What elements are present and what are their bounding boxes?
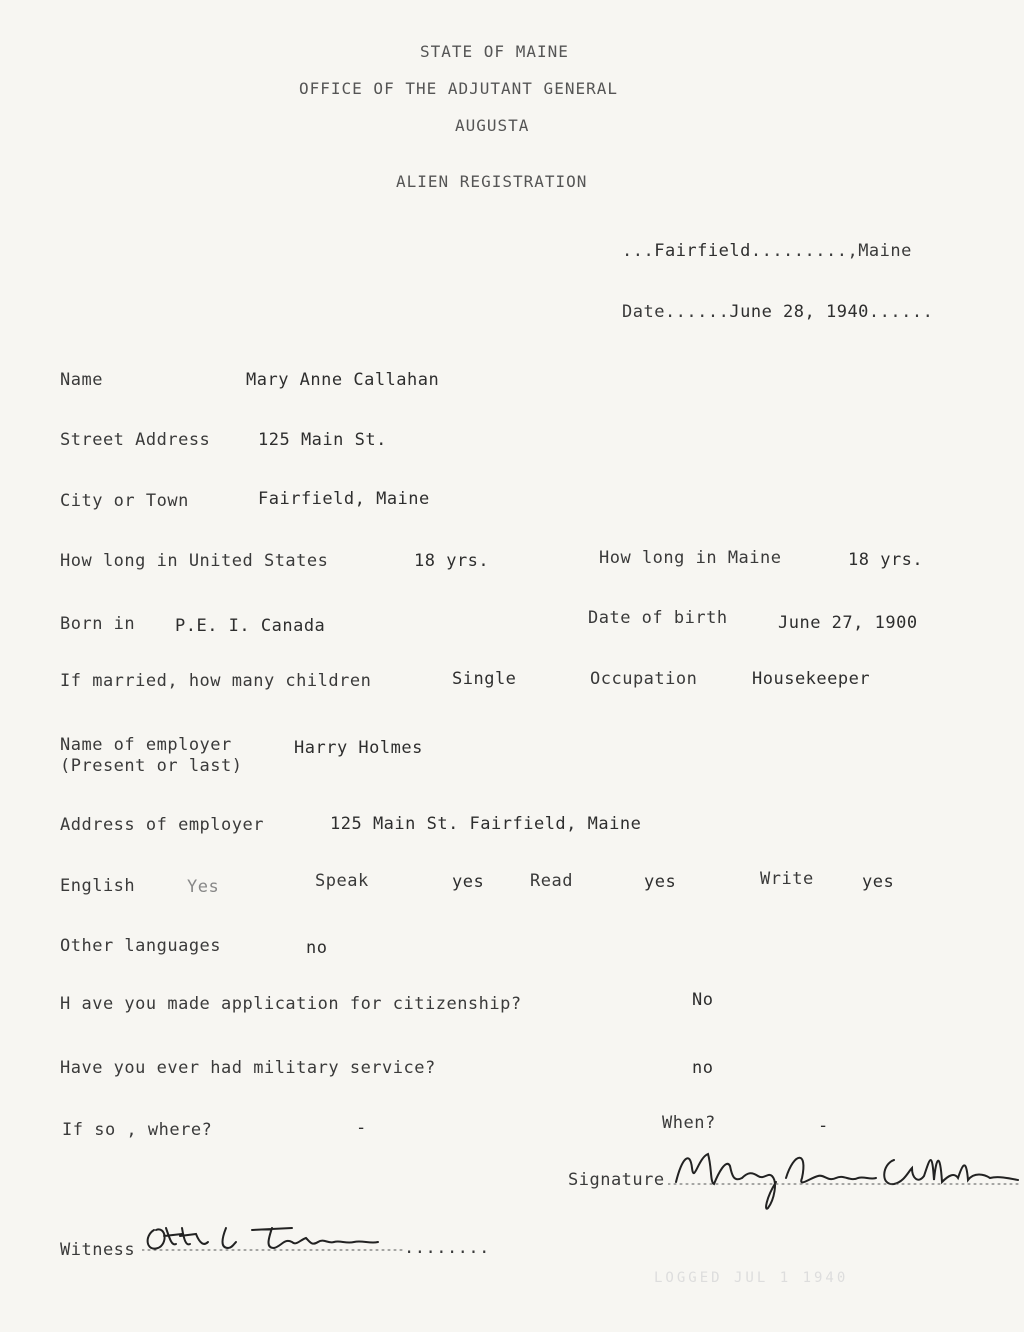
received-stamp: LOGGED JUL 1 1940	[654, 1270, 849, 1286]
city-value: Fairfield, Maine	[258, 489, 430, 509]
place-value: Fairfield	[654, 241, 751, 261]
english-label: English	[60, 876, 136, 896]
street-value: 125 Main St.	[258, 430, 387, 450]
dob-label: Date of birth	[588, 608, 728, 628]
header-city: AUGUSTA	[455, 116, 530, 135]
date-value: June 28, 1940	[729, 302, 869, 322]
where-value: -	[356, 1118, 367, 1138]
witness-dots: ........	[404, 1238, 490, 1258]
born-value: P.E. I. Canada	[175, 616, 326, 636]
signature-handwriting	[668, 1138, 1020, 1218]
employer-address-label: Address of employer	[60, 815, 264, 835]
speak-label: Speak	[315, 871, 369, 891]
form-title: ALIEN REGISTRATION	[396, 172, 588, 191]
occupation-value: Housekeeper	[752, 669, 871, 689]
citizenship-value: No	[692, 990, 714, 1010]
us-label: How long in United States	[60, 551, 329, 571]
date-suffix: ......	[868, 302, 934, 322]
name-value: Mary Anne Callahan	[246, 370, 440, 390]
name-label: Name	[60, 370, 103, 390]
place-prefix: ...	[622, 241, 655, 261]
citizenship-label: H ave you made application for citizenship?	[60, 994, 522, 1014]
employer-address-value: 125 Main St. Fairfield, Maine	[330, 814, 642, 834]
military-value: no	[692, 1058, 714, 1078]
english-value: Yes	[187, 877, 220, 897]
other-languages-label: Other languages	[60, 936, 222, 956]
city-label: City or Town	[60, 491, 189, 511]
other-languages-value: no	[306, 938, 328, 958]
when-label: When?	[662, 1113, 716, 1133]
employer-sublabel: (Present or last)	[60, 756, 243, 776]
dob-value: June 27, 1900	[778, 613, 918, 633]
speak-value: yes	[452, 872, 485, 892]
children-label: If married, how many children	[60, 671, 372, 691]
write-value: yes	[862, 872, 895, 892]
employer-value: Harry Holmes	[294, 738, 423, 758]
witness-label: Witness	[60, 1240, 136, 1260]
place-suffix: .........,Maine	[750, 241, 912, 261]
header-state: STATE OF MAINE	[420, 42, 569, 61]
when-value: -	[818, 1116, 829, 1136]
read-value: yes	[644, 872, 677, 892]
maine-label: How long in Maine	[599, 548, 782, 568]
read-label: Read	[530, 871, 573, 891]
date-line	[622, 302, 933, 322]
witness-signature-handwriting	[142, 1216, 404, 1262]
occupation-label: Occupation	[590, 669, 698, 689]
date-label: Date......	[622, 302, 730, 322]
military-label: Have you ever had military service?	[60, 1058, 436, 1078]
place-line	[622, 241, 912, 261]
maine-value: 18 yrs.	[848, 550, 924, 570]
where-label: If so , where?	[62, 1120, 213, 1140]
children-value: Single	[452, 669, 517, 689]
signature-label: Signature	[568, 1170, 665, 1190]
us-value: 18 yrs.	[414, 551, 490, 571]
write-label: Write	[760, 869, 814, 889]
employer-label: Name of employer	[60, 735, 232, 755]
born-label: Born in	[60, 614, 136, 634]
header-office: OFFICE OF THE ADJUTANT GENERAL	[299, 79, 618, 98]
street-label: Street Address	[60, 430, 211, 450]
